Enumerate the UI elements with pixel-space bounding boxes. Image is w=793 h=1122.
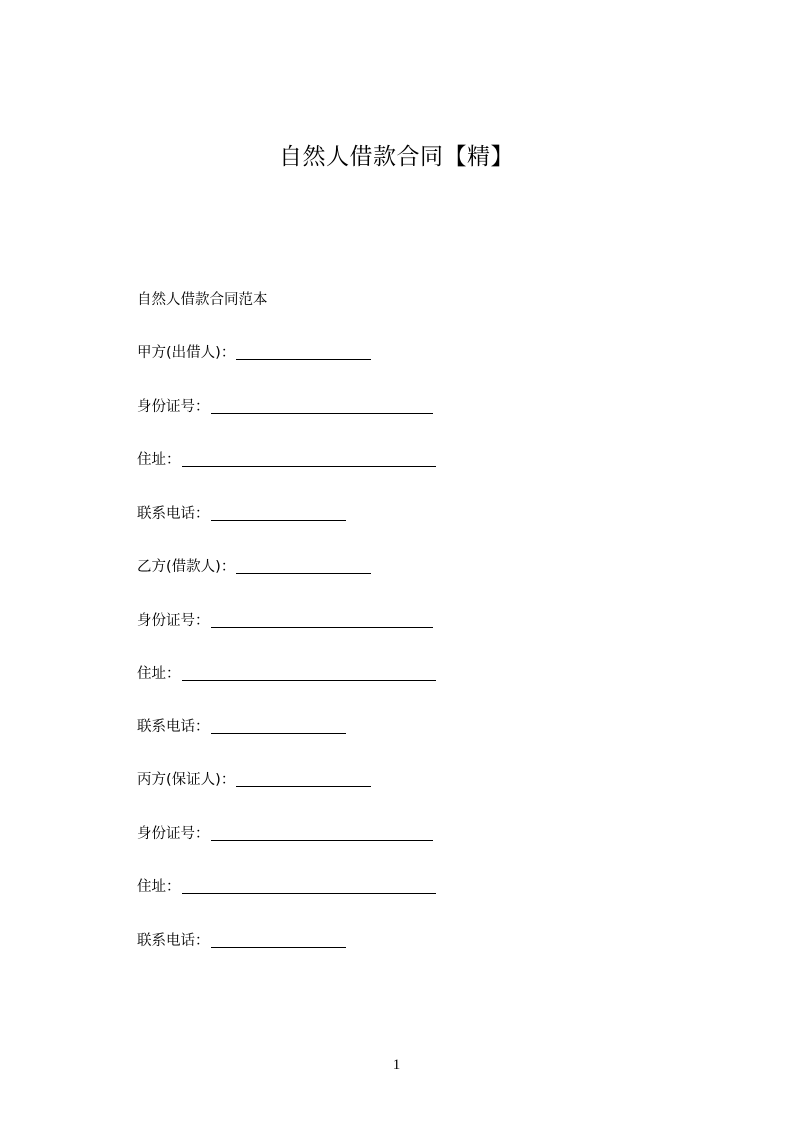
borrower-address-blank: [182, 679, 436, 681]
lender-phone-label: 联系电话：: [137, 506, 210, 522]
guarantor-id-row: [137, 822, 433, 846]
guarantor-id-blank: [211, 839, 433, 841]
lender-name-label: 甲方(出借人)：: [137, 345, 236, 361]
borrower-address-row: [137, 662, 436, 686]
guarantor-name-label: 丙方(保证人)：: [137, 772, 236, 788]
borrower-name-label: 乙方(借款人)：: [137, 559, 236, 575]
lender-phone-blank: [211, 519, 346, 521]
borrower-address-label: 住址：: [137, 666, 181, 682]
borrower-name-blank: [236, 572, 371, 574]
borrower-id-blank: [211, 626, 433, 628]
guarantor-id-label: 身份证号：: [137, 826, 210, 842]
guarantor-address-blank: [182, 892, 436, 894]
lender-address-row: [137, 448, 436, 472]
lender-phone-row: [137, 502, 346, 526]
borrower-phone-blank: [211, 732, 346, 734]
guarantor-phone-label: 联系电话：: [137, 933, 210, 949]
guarantor-phone-blank: [211, 946, 346, 948]
guarantor-address-label: 住址：: [137, 879, 181, 895]
borrower-phone-row: [137, 715, 346, 739]
lender-address-label: 住址：: [137, 452, 181, 468]
borrower-id-row: [137, 609, 433, 633]
lender-id-blank: [211, 412, 433, 414]
guarantor-phone-row: [137, 929, 346, 953]
borrower-phone-label: 联系电话：: [137, 719, 210, 735]
page-number: 1: [392, 1057, 401, 1073]
lender-name-row: [137, 341, 371, 365]
document-title: 自然人借款合同【精】: [279, 144, 514, 170]
lender-address-blank: [182, 465, 436, 467]
guarantor-name-row: [137, 768, 371, 792]
document-subtitle: 自然人借款合同范本: [137, 292, 268, 308]
guarantor-name-blank: [236, 785, 371, 787]
lender-name-blank: [236, 358, 371, 360]
borrower-id-label: 身份证号：: [137, 613, 210, 629]
guarantor-address-row: [137, 875, 436, 899]
borrower-name-row: [137, 555, 371, 579]
lender-id-label: 身份证号：: [137, 399, 210, 415]
lender-id-row: [137, 395, 433, 419]
